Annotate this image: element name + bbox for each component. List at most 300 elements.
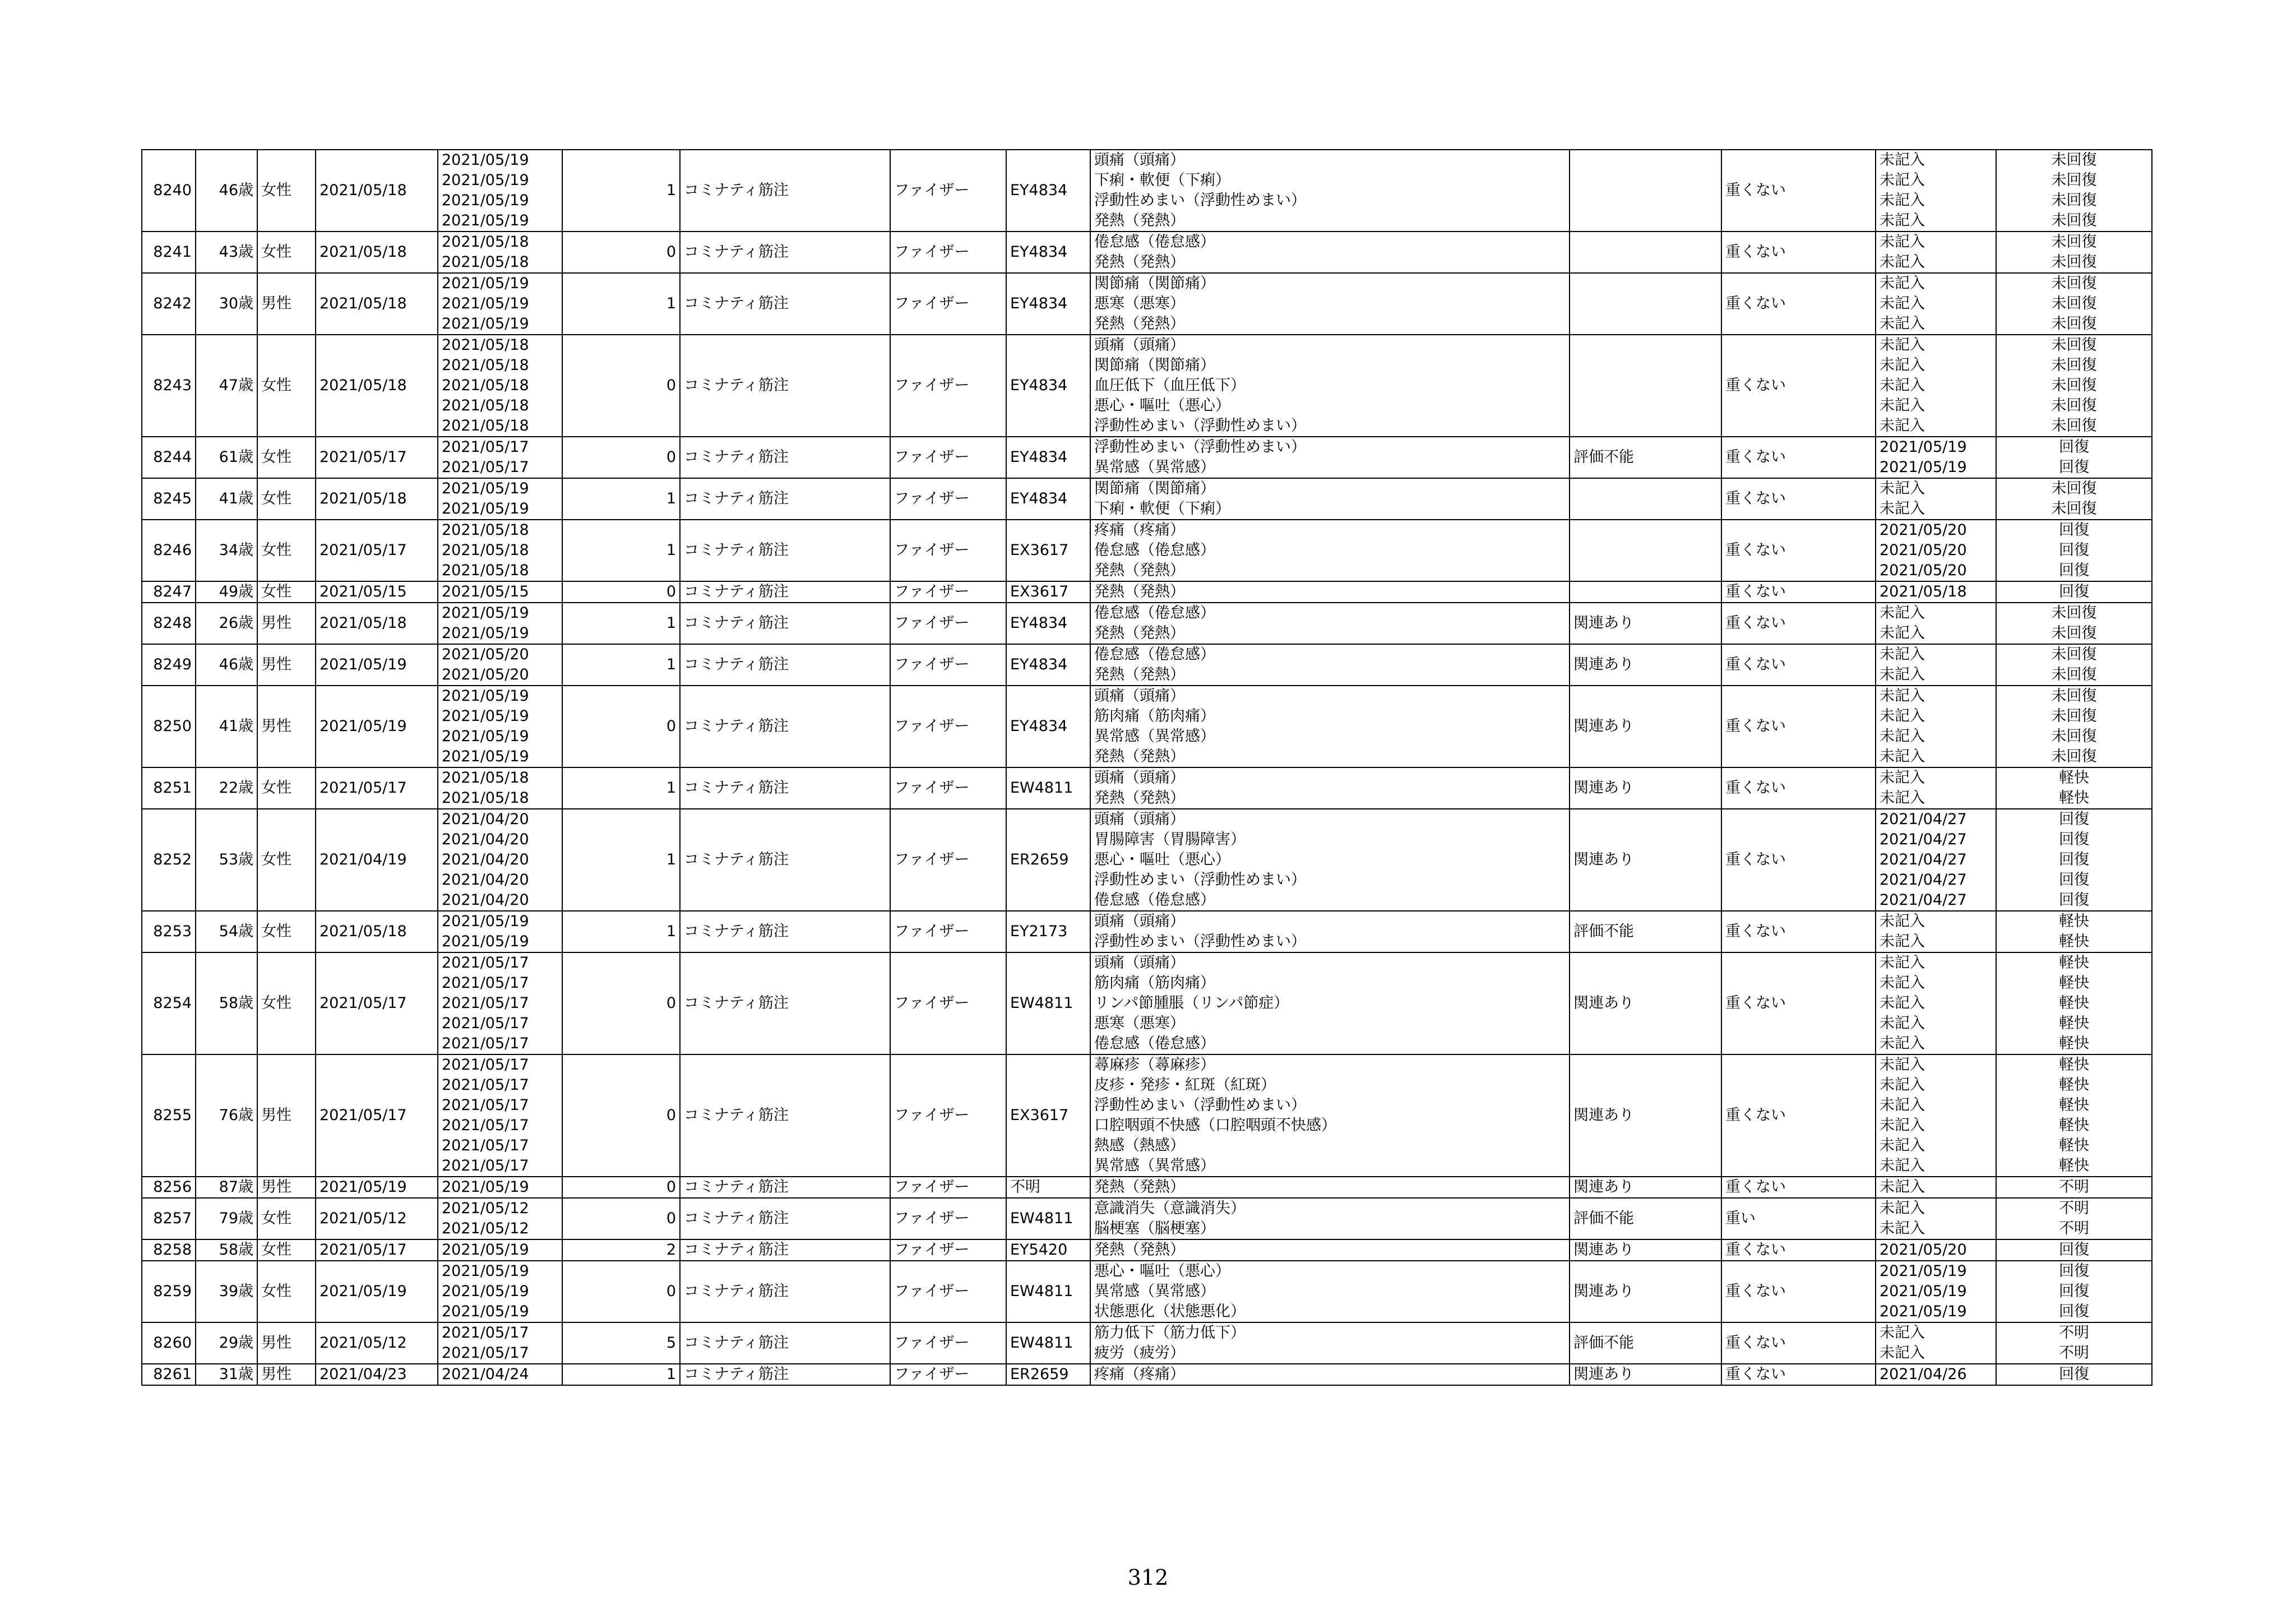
- onset-date-line: 2021/05/19: [442, 604, 529, 622]
- vaccine-name-cell: コミナティ筋注: [680, 686, 890, 767]
- case-number-cell: 8247: [142, 581, 196, 603]
- outcome-dates-cell: [1876, 767, 1996, 809]
- outcomes-cell: [1996, 1239, 2152, 1261]
- symptom-line: 下痢・軟便（下痢）: [1094, 172, 1230, 189]
- outcomes-cell: [1996, 335, 2152, 437]
- outcome-line: 回復: [2059, 583, 2089, 600]
- onset-date-line: 2021/05/20: [442, 646, 529, 663]
- outcome-date-line: 未記入: [1880, 417, 1925, 434]
- outcome-line: 未回復: [2051, 377, 2097, 394]
- days-to-onset-cell: 0: [562, 232, 680, 273]
- vaccine-name-cell: コミナティ筋注: [680, 1364, 890, 1385]
- sex-cell: 女性: [257, 232, 316, 273]
- lot-number-cell: EY4834: [1006, 603, 1090, 644]
- symptom-line: 発熱（発熱）: [1094, 1178, 1185, 1196]
- symptom-line: 頭痛（頭痛）: [1094, 954, 1185, 971]
- onset-date-line: 2021/05/18: [442, 521, 529, 539]
- outcome-date-line: 2021/04/27: [1880, 851, 1967, 868]
- case-number-cell: 8250: [142, 686, 196, 767]
- outcome-line: 未回復: [2051, 417, 2097, 434]
- onset-date-line: 2021/05/12: [442, 1220, 529, 1237]
- symptom-line: 浮動性めまい（浮動性めまい）: [1094, 438, 1306, 456]
- outcome-line: 回復: [2059, 459, 2089, 476]
- outcome-date-line: 2021/04/27: [1880, 831, 1967, 848]
- case-number-cell: 8256: [142, 1177, 196, 1198]
- manufacturer-cell: ファイザー: [890, 809, 1006, 911]
- symptom-line: 頭痛（頭痛）: [1094, 151, 1185, 169]
- outcome-line: 未回復: [2051, 687, 2097, 705]
- outcome-date-line: 未記入: [1880, 377, 1925, 394]
- lot-number-cell: 不明: [1006, 1177, 1090, 1198]
- manufacturer-cell: ファイザー: [890, 1322, 1006, 1364]
- symptom-line: 疼痛（疼痛）: [1094, 1366, 1185, 1383]
- outcome-line: 未回復: [2051, 253, 2097, 271]
- symptoms-cell: [1090, 767, 1570, 809]
- outcome-line: 不明: [2059, 1200, 2089, 1217]
- causality-cell: 関連あり: [1570, 767, 1721, 809]
- case-number-cell: 8259: [142, 1261, 196, 1322]
- age-cell: 49歳: [196, 581, 257, 603]
- outcome-date-line: 未記入: [1880, 1157, 1925, 1174]
- outcome-line: 未回復: [2051, 666, 2097, 683]
- sex-cell: 男性: [257, 1364, 316, 1385]
- case-number-cell: 8251: [142, 767, 196, 809]
- severity-cell: 重くない: [1721, 603, 1876, 644]
- symptom-line: 悪寒（悪寒）: [1094, 295, 1185, 312]
- outcome-date-line: 2021/05/20: [1880, 521, 1967, 539]
- symptoms-cell: [1090, 478, 1570, 520]
- symptom-line: 発熱（発熱）: [1094, 212, 1185, 229]
- symptoms-cell: [1090, 1054, 1570, 1177]
- symptoms-cell: [1090, 581, 1570, 603]
- onset-date-line: 2021/05/17: [442, 1035, 529, 1052]
- outcome-date-line: 2021/04/27: [1880, 871, 1967, 889]
- onset-dates-cell: [438, 767, 562, 809]
- outcome-dates-cell: [1876, 603, 1996, 644]
- sex-cell: 女性: [257, 520, 316, 581]
- onset-date-line: 2021/05/17: [442, 994, 529, 1012]
- outcome-date-line: 2021/05/19: [1880, 1283, 1967, 1300]
- symptoms-cell: [1090, 1322, 1570, 1364]
- lot-number-cell: EY4834: [1006, 150, 1090, 232]
- manufacturer-cell: ファイザー: [890, 232, 1006, 273]
- onset-date-line: 2021/05/18: [442, 397, 529, 414]
- outcome-line: 軽快: [2059, 1015, 2089, 1032]
- symptom-line: 筋肉痛（筋肉痛）: [1094, 974, 1215, 992]
- severity-cell: 重くない: [1721, 1322, 1876, 1364]
- causality-cell: 関連あり: [1570, 686, 1721, 767]
- onset-date-line: 2021/05/19: [442, 480, 529, 497]
- causality-cell: 関連あり: [1570, 809, 1721, 911]
- outcomes-cell: [1996, 1322, 2152, 1364]
- sex-cell: 男性: [257, 644, 316, 686]
- symptom-line: 関節痛（関節痛）: [1094, 480, 1215, 497]
- onset-date-line: 2021/05/19: [442, 933, 529, 950]
- outcome-dates-cell: [1876, 273, 1996, 335]
- symptom-line: 倦怠感（倦怠感）: [1094, 646, 1215, 663]
- outcome-dates-cell: [1876, 644, 1996, 686]
- onset-date-line: 2021/05/17: [442, 1076, 529, 1094]
- onset-date-line: 2021/05/19: [442, 1241, 529, 1259]
- outcome-line: 未回復: [2051, 172, 2097, 189]
- outcome-date-line: 未記入: [1880, 666, 1925, 683]
- case-number-cell: 8254: [142, 952, 196, 1054]
- case-number-cell: 8257: [142, 1198, 196, 1239]
- causality-cell: [1570, 150, 1721, 232]
- case-number-cell: 8243: [142, 335, 196, 437]
- table-row: [142, 644, 2152, 686]
- onset-dates-cell: [438, 603, 562, 644]
- onset-dates-cell: [438, 644, 562, 686]
- case-number-cell: 8261: [142, 1364, 196, 1385]
- lot-number-cell: EW4811: [1006, 1198, 1090, 1239]
- sex-cell: 男性: [257, 686, 316, 767]
- vaccination-date-cell: 2021/05/17: [316, 520, 438, 581]
- causality-cell: 関連あり: [1570, 1177, 1721, 1198]
- symptom-line: 発熱（発熱）: [1094, 315, 1185, 332]
- onset-dates-cell: [438, 911, 562, 952]
- onset-date-line: 2021/04/20: [442, 851, 529, 868]
- causality-cell: 関連あり: [1570, 1054, 1721, 1177]
- outcome-line: 未回復: [2051, 315, 2097, 332]
- outcome-date-line: 未記入: [1880, 748, 1925, 765]
- case-number-cell: 8245: [142, 478, 196, 520]
- outcome-date-line: 2021/05/18: [1880, 583, 1967, 600]
- outcome-line: 回復: [2059, 1241, 2089, 1259]
- manufacturer-cell: ファイザー: [890, 644, 1006, 686]
- manufacturer-cell: ファイザー: [890, 1054, 1006, 1177]
- outcome-date-line: 2021/05/20: [1880, 562, 1967, 579]
- days-to-onset-cell: 2: [562, 1239, 680, 1261]
- days-to-onset-cell: 0: [562, 1198, 680, 1239]
- symptom-line: 皮疹・発疹・紅斑（紅斑）: [1094, 1076, 1276, 1094]
- vaccine-name-cell: コミナティ筋注: [680, 335, 890, 437]
- outcome-date-line: 2021/04/27: [1880, 811, 1967, 828]
- outcome-date-line: 未記入: [1880, 500, 1925, 517]
- manufacturer-cell: ファイザー: [890, 1261, 1006, 1322]
- onset-date-line: 2021/04/24: [442, 1366, 529, 1383]
- causality-cell: [1570, 273, 1721, 335]
- onset-date-line: 2021/05/17: [442, 974, 529, 992]
- outcome-date-line: 2021/04/26: [1880, 1366, 1967, 1383]
- outcome-line: 回復: [2059, 811, 2089, 828]
- onset-date-line: 2021/04/20: [442, 891, 529, 909]
- symptom-line: 異常感（異常感）: [1094, 1283, 1215, 1300]
- vaccine-name-cell: コミナティ筋注: [680, 603, 890, 644]
- vaccination-date-cell: 2021/05/18: [316, 150, 438, 232]
- vaccination-date-cell: 2021/05/18: [316, 911, 438, 952]
- symptom-line: 異常感（異常感）: [1094, 728, 1215, 745]
- symptoms-cell: [1090, 1364, 1570, 1385]
- days-to-onset-cell: 1: [562, 520, 680, 581]
- case-number-cell: 8258: [142, 1239, 196, 1261]
- outcome-line: 未回復: [2051, 233, 2097, 251]
- sex-cell: 女性: [257, 809, 316, 911]
- outcome-date-line: 未記入: [1880, 728, 1925, 745]
- outcome-line: 回復: [2059, 521, 2089, 539]
- outcomes-cell: [1996, 809, 2152, 911]
- age-cell: 58歳: [196, 1239, 257, 1261]
- outcome-line: 軽快: [2059, 933, 2089, 950]
- symptoms-cell: [1090, 150, 1570, 232]
- onset-date-line: 2021/05/17: [442, 1157, 529, 1174]
- onset-date-line: 2021/05/19: [442, 707, 529, 725]
- outcome-line: 回復: [2059, 438, 2089, 456]
- outcome-line: 未回復: [2051, 624, 2097, 642]
- table-row: [142, 1239, 2152, 1261]
- severity-cell: 重くない: [1721, 1364, 1876, 1385]
- outcome-dates-cell: [1876, 581, 1996, 603]
- outcome-line: 不明: [2059, 1324, 2089, 1341]
- symptom-line: 筋肉痛（筋肉痛）: [1094, 707, 1215, 725]
- outcome-date-line: 未記入: [1880, 357, 1925, 374]
- symptom-line: 関節痛（関節痛）: [1094, 275, 1215, 292]
- table-row: [142, 150, 2152, 232]
- onset-date-line: 2021/05/18: [442, 542, 529, 559]
- sex-cell: 女性: [257, 1198, 316, 1239]
- outcome-dates-cell: [1876, 911, 1996, 952]
- vaccination-date-cell: 2021/05/15: [316, 581, 438, 603]
- outcome-date-line: 未記入: [1880, 212, 1925, 229]
- outcome-date-line: 未記入: [1880, 687, 1925, 705]
- age-cell: 31歳: [196, 1364, 257, 1385]
- manufacturer-cell: ファイザー: [890, 478, 1006, 520]
- outcomes-cell: [1996, 437, 2152, 478]
- age-cell: 29歳: [196, 1322, 257, 1364]
- onset-date-line: 2021/05/17: [442, 459, 529, 476]
- outcomes-cell: [1996, 1364, 2152, 1385]
- lot-number-cell: EX3617: [1006, 520, 1090, 581]
- case-number-cell: 8240: [142, 150, 196, 232]
- outcome-line: 軽快: [2059, 789, 2089, 807]
- causality-cell: [1570, 232, 1721, 273]
- outcome-date-line: 未記入: [1880, 1178, 1925, 1196]
- age-cell: 46歳: [196, 644, 257, 686]
- vaccination-date-cell: 2021/05/18: [316, 273, 438, 335]
- outcome-line: 未回復: [2051, 604, 2097, 622]
- onset-date-line: 2021/05/19: [442, 728, 529, 745]
- outcome-date-line: 未記入: [1880, 769, 1925, 786]
- case-number-cell: 8241: [142, 232, 196, 273]
- causality-cell: 関連あり: [1570, 1261, 1721, 1322]
- vaccine-name-cell: コミナティ筋注: [680, 1322, 890, 1364]
- days-to-onset-cell: 0: [562, 1177, 680, 1198]
- onset-date-line: 2021/05/19: [442, 295, 529, 312]
- vaccination-date-cell: 2021/04/19: [316, 809, 438, 911]
- table-row: [142, 581, 2152, 603]
- sex-cell: 男性: [257, 1322, 316, 1364]
- sex-cell: 男性: [257, 273, 316, 335]
- outcome-line: 未回復: [2051, 646, 2097, 663]
- outcome-date-line: 未記入: [1880, 1076, 1925, 1094]
- sex-cell: 女性: [257, 1239, 316, 1261]
- outcome-line: 軽快: [2059, 954, 2089, 971]
- lot-number-cell: EY4834: [1006, 437, 1090, 478]
- table-row: [142, 1198, 2152, 1239]
- outcome-dates-cell: [1876, 1054, 1996, 1177]
- onset-dates-cell: [438, 150, 562, 232]
- outcome-line: 未回復: [2051, 192, 2097, 209]
- days-to-onset-cell: 0: [562, 1261, 680, 1322]
- onset-dates-cell: [438, 335, 562, 437]
- vaccination-date-cell: 2021/05/18: [316, 335, 438, 437]
- days-to-onset-cell: 1: [562, 478, 680, 520]
- vaccination-date-cell: 2021/05/17: [316, 767, 438, 809]
- case-number-cell: 8255: [142, 1054, 196, 1177]
- symptom-line: 浮動性めまい（浮動性めまい）: [1094, 192, 1306, 209]
- symptom-line: 口腔咽頭不快感（口腔咽頭不快感）: [1094, 1117, 1336, 1134]
- onset-date-line: 2021/05/18: [442, 769, 529, 786]
- outcomes-cell: [1996, 232, 2152, 273]
- onset-date-line: 2021/05/17: [442, 1344, 529, 1362]
- outcome-date-line: 未記入: [1880, 1035, 1925, 1052]
- symptom-line: 発熱（発熱）: [1094, 789, 1185, 807]
- severity-cell: 重くない: [1721, 644, 1876, 686]
- outcome-date-line: 2021/05/19: [1880, 438, 1967, 456]
- symptom-line: 脳梗塞（脳梗塞）: [1094, 1220, 1215, 1237]
- lot-number-cell: EX3617: [1006, 581, 1090, 603]
- onset-date-line: 2021/05/19: [442, 1303, 529, 1320]
- outcome-dates-cell: [1876, 232, 1996, 273]
- symptom-line: 疼痛（疼痛）: [1094, 521, 1185, 539]
- onset-date-line: 2021/05/19: [442, 913, 529, 930]
- case-number-cell: 8252: [142, 809, 196, 911]
- severity-cell: 重くない: [1721, 581, 1876, 603]
- outcome-date-line: 未記入: [1880, 604, 1925, 622]
- outcome-date-line: 未記入: [1880, 1137, 1925, 1154]
- symptom-line: 意識消失（意識消失）: [1094, 1200, 1246, 1217]
- sex-cell: 男性: [257, 603, 316, 644]
- onset-date-line: 2021/05/17: [442, 1096, 529, 1114]
- sex-cell: 女性: [257, 1261, 316, 1322]
- case-number-cell: 8244: [142, 437, 196, 478]
- outcome-line: 回復: [2059, 1283, 2089, 1300]
- outcome-line: 未回復: [2051, 275, 2097, 292]
- outcome-dates-cell: [1876, 1198, 1996, 1239]
- outcome-line: 未回復: [2051, 357, 2097, 374]
- age-cell: 41歳: [196, 478, 257, 520]
- lot-number-cell: EW4811: [1006, 1261, 1090, 1322]
- symptom-line: 異常感（異常感）: [1094, 1157, 1215, 1174]
- outcome-line: 未回復: [2051, 480, 2097, 497]
- outcome-dates-cell: [1876, 809, 1996, 911]
- onset-date-line: 2021/05/19: [442, 192, 529, 209]
- table-row: [142, 273, 2152, 335]
- symptoms-cell: [1090, 232, 1570, 273]
- symptom-line: 血圧低下（血圧低下）: [1094, 377, 1246, 394]
- outcome-date-line: 2021/05/19: [1880, 1303, 1967, 1320]
- case-number-cell: 8248: [142, 603, 196, 644]
- outcome-date-line: 2021/04/27: [1880, 891, 1967, 909]
- manufacturer-cell: ファイザー: [890, 911, 1006, 952]
- outcome-line: 軽快: [2059, 1096, 2089, 1114]
- vaccination-date-cell: 2021/05/18: [316, 603, 438, 644]
- table-row: [142, 809, 2152, 911]
- symptom-line: 悪寒（悪寒）: [1094, 1015, 1185, 1032]
- symptom-line: 頭痛（頭痛）: [1094, 913, 1185, 930]
- age-cell: 46歳: [196, 150, 257, 232]
- symptoms-cell: [1090, 809, 1570, 911]
- case-number-cell: 8249: [142, 644, 196, 686]
- symptom-line: 頭痛（頭痛）: [1094, 811, 1185, 828]
- onset-dates-cell: [438, 1177, 562, 1198]
- symptoms-cell: [1090, 952, 1570, 1054]
- causality-cell: 関連あり: [1570, 1239, 1721, 1261]
- manufacturer-cell: ファイザー: [890, 1177, 1006, 1198]
- symptom-line: 発熱（発熱）: [1094, 253, 1185, 271]
- outcome-date-line: 未記入: [1880, 315, 1925, 332]
- table-row: [142, 911, 2152, 952]
- vaccine-name-cell: コミナティ筋注: [680, 581, 890, 603]
- outcomes-cell: [1996, 686, 2152, 767]
- page-number: 312: [1127, 1565, 1169, 1590]
- days-to-onset-cell: 1: [562, 809, 680, 911]
- outcome-date-line: 未記入: [1880, 275, 1925, 292]
- table-row: [142, 1177, 2152, 1198]
- outcome-date-line: 未記入: [1880, 1015, 1925, 1032]
- symptom-line: 頭痛（頭痛）: [1094, 769, 1185, 786]
- onset-date-line: 2021/04/20: [442, 831, 529, 848]
- symptom-line: 胃腸障害（胃腸障害）: [1094, 831, 1246, 848]
- sex-cell: 女性: [257, 952, 316, 1054]
- lot-number-cell: EY4834: [1006, 273, 1090, 335]
- outcome-dates-cell: [1876, 952, 1996, 1054]
- age-cell: 43歳: [196, 232, 257, 273]
- lot-number-cell: EY4834: [1006, 335, 1090, 437]
- days-to-onset-cell: 5: [562, 1322, 680, 1364]
- vaccination-date-cell: 2021/04/23: [316, 1364, 438, 1385]
- outcome-line: 軽快: [2059, 1117, 2089, 1134]
- symptoms-cell: [1090, 335, 1570, 437]
- severity-cell: 重くない: [1721, 1239, 1876, 1261]
- symptom-line: 浮動性めまい（浮動性めまい）: [1094, 417, 1306, 434]
- onset-date-line: 2021/05/12: [442, 1200, 529, 1217]
- outcome-dates-cell: [1876, 1239, 1996, 1261]
- symptom-line: 疲労（疲労）: [1094, 1344, 1185, 1362]
- onset-date-line: 2021/05/18: [442, 789, 529, 807]
- lot-number-cell: EY4834: [1006, 232, 1090, 273]
- onset-dates-cell: [438, 1261, 562, 1322]
- outcome-date-line: 未記入: [1880, 1344, 1925, 1362]
- days-to-onset-cell: 0: [562, 437, 680, 478]
- outcome-line: 軽快: [2059, 1076, 2089, 1094]
- outcomes-cell: [1996, 273, 2152, 335]
- symptoms-cell: [1090, 644, 1570, 686]
- onset-dates-cell: [438, 1364, 562, 1385]
- onset-dates-cell: [438, 1239, 562, 1261]
- table-row: [142, 1322, 2152, 1364]
- onset-date-line: 2021/05/15: [442, 583, 529, 600]
- outcome-date-line: 未記入: [1880, 913, 1925, 930]
- symptoms-cell: [1090, 911, 1570, 952]
- case-number-cell: 8246: [142, 520, 196, 581]
- age-cell: 39歳: [196, 1261, 257, 1322]
- vaccine-name-cell: コミナティ筋注: [680, 644, 890, 686]
- symptom-line: 発熱（発熱）: [1094, 666, 1185, 683]
- outcome-line: 未回復: [2051, 151, 2097, 169]
- sex-cell: 女性: [257, 767, 316, 809]
- severity-cell: 重くない: [1721, 520, 1876, 581]
- symptoms-cell: [1090, 520, 1570, 581]
- onset-dates-cell: [438, 437, 562, 478]
- symptoms-cell: [1090, 1177, 1570, 1198]
- outcomes-cell: [1996, 1054, 2152, 1177]
- outcome-date-line: 未記入: [1880, 1220, 1925, 1237]
- symptom-line: 倦怠感（倦怠感）: [1094, 542, 1215, 559]
- outcomes-cell: [1996, 1261, 2152, 1322]
- days-to-onset-cell: 1: [562, 644, 680, 686]
- symptoms-cell: [1090, 1198, 1570, 1239]
